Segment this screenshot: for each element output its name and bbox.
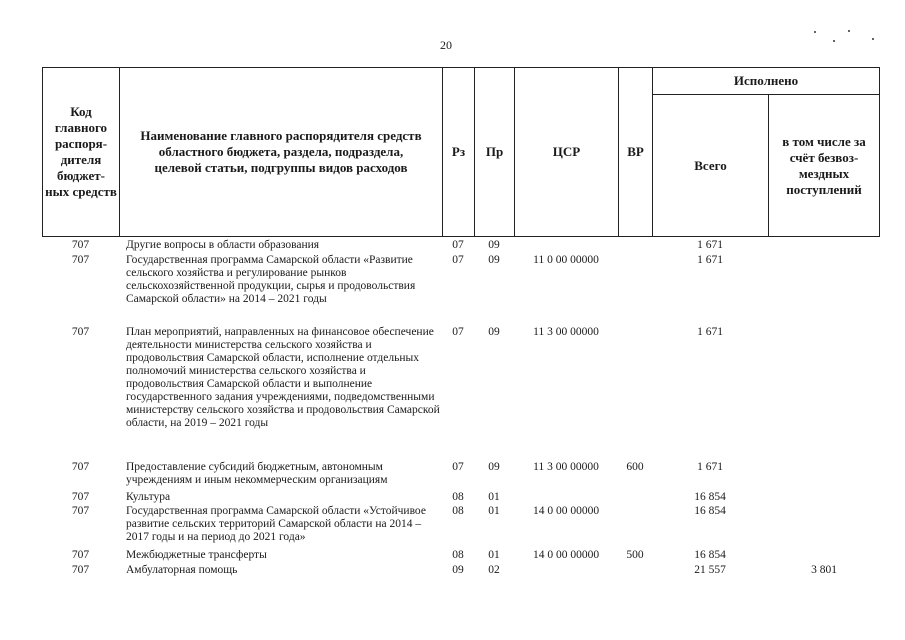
- cell-pr: 02: [488, 564, 500, 576]
- cell-csr: 11 3 00 00000: [533, 326, 599, 338]
- header-executed: Исполнено: [652, 67, 880, 95]
- cell-name: Амбулаторная помощь: [126, 564, 238, 576]
- cell-name: Предоставление субсидий бюджетным, автономным учреждениям и иным некоммерческим организациям: [126, 461, 388, 486]
- cell-code: 707: [71, 239, 90, 251]
- cell-code: 707: [71, 254, 90, 266]
- cell-rz: 09: [452, 564, 464, 576]
- cell-rz: 07: [452, 326, 464, 338]
- cell-name: Культура: [126, 491, 171, 503]
- cell-code: 707: [71, 461, 90, 473]
- cell-pr: 01: [488, 491, 500, 503]
- cell-vr: 600: [626, 461, 644, 473]
- header-total: Всего: [652, 94, 769, 237]
- cell-csr: 11 3 00 00000: [533, 461, 599, 473]
- cell-total: 16 854: [694, 549, 726, 561]
- scan-speck: [814, 31, 816, 33]
- cell-name: План мероприятий, направленных на финансовое обеспечение деятельности министерства сельского хозяйства и продовольствия Самарской области, исполнение отдельных полномочий министерства сельского хозяйства и продовольствия Самарской области и выполнение государственного задания учреждениями, подведомственными министерству сельского хозяйства и продовольствия Самарской области, на 2019 – 2021 годы: [126, 326, 440, 429]
- cell-code: 707: [71, 491, 90, 503]
- cell-pr: 09: [488, 254, 500, 266]
- cell-pr: 01: [488, 505, 500, 517]
- cell-code: 707: [71, 505, 90, 517]
- cell-name: Межбюджетные трансферты: [126, 549, 267, 561]
- cell-rz: 07: [452, 461, 464, 473]
- cell-code: 707: [71, 549, 90, 561]
- cell-code: 707: [71, 564, 90, 576]
- cell-total: 21 557: [694, 564, 726, 576]
- header-csr: ЦСР: [514, 67, 619, 237]
- cell-csr: 14 0 00 00000: [532, 505, 600, 517]
- cell-rz: 08: [452, 491, 464, 503]
- cell-name: Государственная программа Самарской области «Развитие сельского хозяйства и регулирование рынков сельскохозяйственной продукции, сырья и продовольствия Самарской области» на 2014 – 2021 годы: [126, 254, 416, 305]
- header-name: Наименование главного распорядителя средств областного бюджета, раздела, подраздела, целевой статьи, подгруппы видов расходов: [119, 67, 443, 237]
- cell-total: 16 854: [694, 491, 726, 503]
- cell-name: Государственная программа Самарской области «Устойчивое развитие сельских территорий Самарской области на 2014 – 2017 годы и на период до 2021 года»: [126, 505, 426, 543]
- header-code: Код главного распоря-дителя бюджет-ных средств: [42, 67, 120, 237]
- cell-total: 1 671: [697, 254, 723, 266]
- header-pr: Пр: [474, 67, 515, 237]
- cell-rz: 08: [452, 505, 464, 517]
- cell-csr: 11 0 00 00000: [533, 254, 599, 266]
- scan-speck: [848, 30, 850, 32]
- cell-vr: 500: [626, 549, 644, 561]
- cell-total: 1 671: [697, 461, 723, 473]
- cell-csr: 14 0 00 00000: [532, 549, 600, 561]
- header-vr: ВР: [618, 67, 653, 237]
- cell-rz: 07: [452, 254, 464, 266]
- cell-rz: 07: [452, 239, 464, 251]
- header-free: в том числе за счёт безвоз-мездных поступлений: [768, 94, 880, 237]
- cell-code: 707: [71, 326, 90, 338]
- cell-total: 1 671: [697, 239, 723, 251]
- scan-speck: [872, 38, 874, 40]
- cell-total: 1 671: [697, 326, 723, 338]
- cell-total: 16 854: [694, 505, 726, 517]
- cell-pr: 09: [488, 326, 500, 338]
- cell-pr: 09: [488, 239, 500, 251]
- cell-pr: 09: [488, 461, 500, 473]
- table-header: [42, 67, 880, 237]
- page-number: 20: [440, 38, 452, 52]
- cell-rz: 08: [452, 549, 464, 561]
- cell-name: Другие вопросы в области образования: [126, 239, 320, 251]
- cell-pr: 01: [488, 549, 500, 561]
- scan-speck: [833, 40, 835, 42]
- cell-free: 3 801: [811, 564, 837, 576]
- header-rz: Рз: [442, 67, 475, 237]
